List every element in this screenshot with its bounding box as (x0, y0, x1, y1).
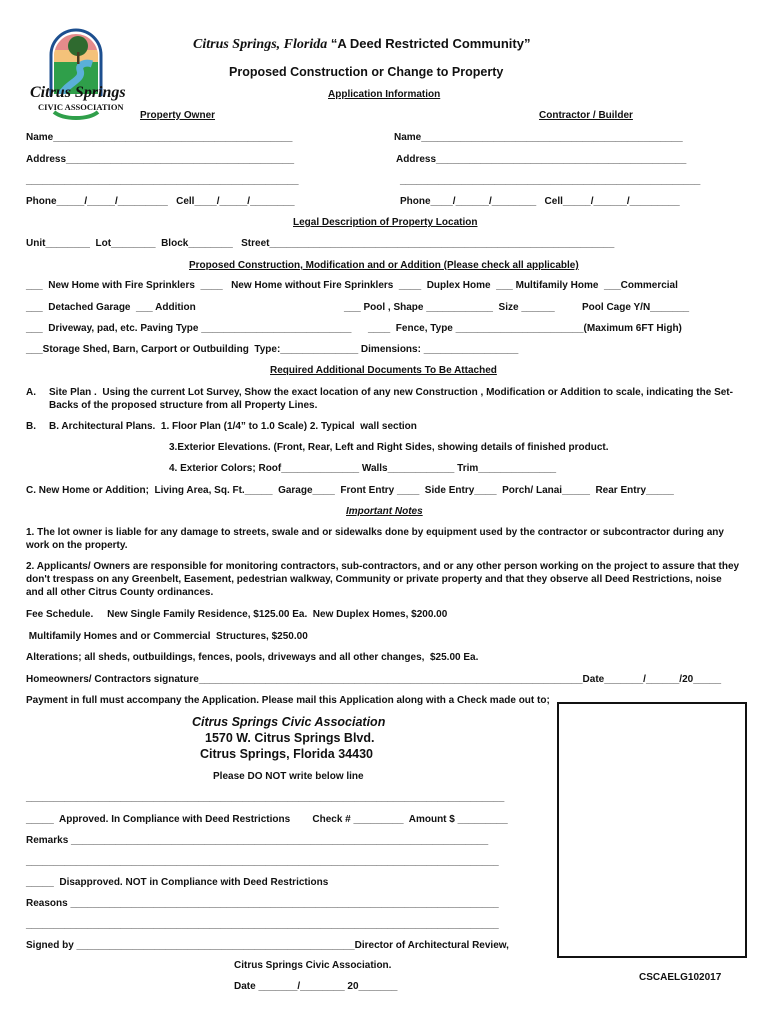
header-title (193, 36, 530, 53)
required-a-line2: Backs of the proposed structure from all Property Lines. (49, 400, 318, 411)
title-quote: “A Deed Restricted Community” (327, 36, 531, 51)
owner-address-field[interactable]: Address_________________________________________ (26, 154, 295, 165)
remarks-field[interactable]: Remarks ___________________________________________________________________________ (26, 835, 489, 846)
owner-address-line2[interactable]: _________________________________________________ (26, 175, 299, 186)
required-a-label: A. (26, 387, 36, 398)
approved-field[interactable]: _____ Approved. In Compliance with Deed Restrictions Check # _________ Amount $ _________ (26, 814, 508, 825)
important-notes-heading: Important Notes (346, 506, 423, 517)
form-subtitle: Proposed Construction or Change to Property (229, 65, 504, 79)
fee-schedule-line3: Alterations; all sheds, outbuildings, fences, pools, driveways and all other changes, $25.00 Ea. (26, 652, 479, 663)
fee-schedule-line1: Fee Schedule. New Single Family Residence, $125.00 Ea. New Duplex Homes, $200.00 (26, 609, 448, 620)
civic-association-logo (24, 24, 128, 128)
office-date-field[interactable]: Date _______/________ 20_______ (234, 981, 398, 992)
signed-by-field[interactable]: Signed by __________________________________________________Director of Architectural Review, (26, 940, 509, 951)
contractor-address-field[interactable]: Address_____________________________________________ (396, 154, 687, 165)
contractor-heading: Contractor / Builder (539, 110, 633, 121)
form-code: CSCAELG102017 (639, 972, 722, 983)
required-b-line1: B. Architectural Plans. 1. Floor Plan (1/4” to 1.0 Scale) 2. Typical wall section (49, 421, 417, 432)
contractor-name-field[interactable]: Name_______________________________________________ (394, 132, 683, 143)
proposed-row-storage-shed[interactable]: ___Storage Shed, Barn, Carport or Outbuilding Type:______________ Dimensions: _________________ (26, 344, 519, 355)
mailing-street: 1570 W. Citrus Springs Blvd. (205, 731, 375, 745)
note2-line2: don't trespass on any Greenbelt, Easement, pedestrian walkway, Community or private property and that they observe all Deed Restrictions, noise (26, 574, 722, 585)
reasons-line2[interactable]: _____________________________________________________________________________________ (26, 919, 499, 930)
required-documents-heading: Required Additional Documents To Be Attached (270, 365, 497, 376)
required-c-line[interactable]: C. New Home or Addition; Living Area, Sq. Ft._____ Garage____ Front Entry ____ Side Entry____ Porch/ Lanai_____ Rear Entry_____ (26, 485, 674, 496)
reasons-field[interactable]: Reasons _____________________________________________________________________________ (26, 898, 499, 909)
title-italic: Citrus Springs, Florida (193, 37, 328, 52)
note2-line1: 2. Applicants/ Owners are responsible for monitoring contractors, sub-contractors, and or any other person working on the project to assure that they (26, 561, 740, 572)
logo-graphic (24, 24, 128, 128)
required-a-line1: Site Plan . Using the current Lot Survey, Show the exact location of any new Construction , Modification or Addition to scale, indicating the Set- (49, 387, 733, 398)
homeowner-signature-field[interactable]: Homeowners/ Contractors signature_____________________________________________________________________Date_______/______/20_____ (26, 674, 722, 685)
application-info-heading: Application Information (328, 89, 441, 100)
legal-description-fields[interactable]: Unit________ Lot________ Block________ Street______________________________________________________________ (26, 238, 615, 249)
proposed-row-fence[interactable]: ____ Fence, Type _______________________(Maximum 6FT High) (368, 323, 682, 334)
proposed-row-pool-cage[interactable]: Pool Cage Y/N_______ (582, 302, 690, 313)
owner-name-field[interactable]: Name___________________________________________ (26, 132, 293, 143)
required-b-exterior-colors[interactable]: 4. Exterior Colors; Roof______________ Walls____________ Trim______________ (169, 463, 557, 474)
proposed-row-pool[interactable]: ___ Pool , Shape ____________ Size ______ (344, 302, 555, 313)
owner-phone-field[interactable]: Phone_____/_____/_________ Cell____/_____/________ (26, 196, 295, 207)
note2-line3: and all other Citrus County ordinances. (26, 587, 214, 598)
office-divider-line: ______________________________________________________________________________________ (26, 792, 505, 803)
proposed-construction-heading: Proposed Construction, Modification and or Addition (Please check all applicable) (189, 260, 579, 271)
payment-instruction: Payment in full must accompany the Application. Please mail this Application along with a Check made out to; (26, 695, 550, 706)
logo-text-civic-association: CIVIC ASSOCIATION (38, 102, 124, 112)
remarks-line2[interactable]: _____________________________________________________________________________________ (26, 856, 499, 867)
fee-schedule-line2: Multifamily Homes and or Commercial Structures, $250.00 (26, 631, 308, 642)
required-b-label: B. (26, 421, 36, 432)
note1-line2: work on the property. (26, 540, 128, 551)
contractor-address-line2[interactable]: ______________________________________________________ (400, 175, 701, 186)
mailing-org-name: Citrus Springs Civic Association (192, 715, 386, 729)
legal-description-heading: Legal Description of Property Location (293, 217, 478, 228)
disapproved-field[interactable]: _____ Disapproved. NOT in Compliance with Deed Restrictions (26, 877, 329, 888)
contractor-phone-field[interactable]: Phone____/______/________ Cell_____/______/_________ (400, 196, 680, 207)
property-owner-heading: Property Owner (140, 110, 216, 121)
proposed-row-garage[interactable]: ___ Detached Garage ___ Addition (26, 302, 196, 313)
proposed-row-driveway[interactable]: ___ Driveway, pad, etc. Paving Type ___________________________ (26, 323, 352, 334)
note1-line1: 1. The lot owner is liable for any damage to streets, swale and or sidewalks done by equipment used by the contractor or subcontractor during any (26, 527, 724, 538)
logo-text-citrus-springs: Citrus Springs (30, 84, 126, 101)
required-b-line2: 3.Exterior Elevations. (Front, Rear, Left and Right Sides, showing details of finished product. (169, 442, 609, 453)
proposed-row-homes[interactable]: ___ New Home with Fire Sprinklers ____ New Home without Fire Sprinklers ____ Duplex Home ___ Multifamily Home ___Commercial (26, 280, 678, 291)
office-org-name: Citrus Springs Civic Association. (234, 960, 392, 971)
office-stamp-box (557, 702, 747, 958)
mailing-city: Citrus Springs, Florida 34430 (200, 747, 373, 761)
do-not-write-notice: Please DO NOT write below line (213, 771, 364, 782)
